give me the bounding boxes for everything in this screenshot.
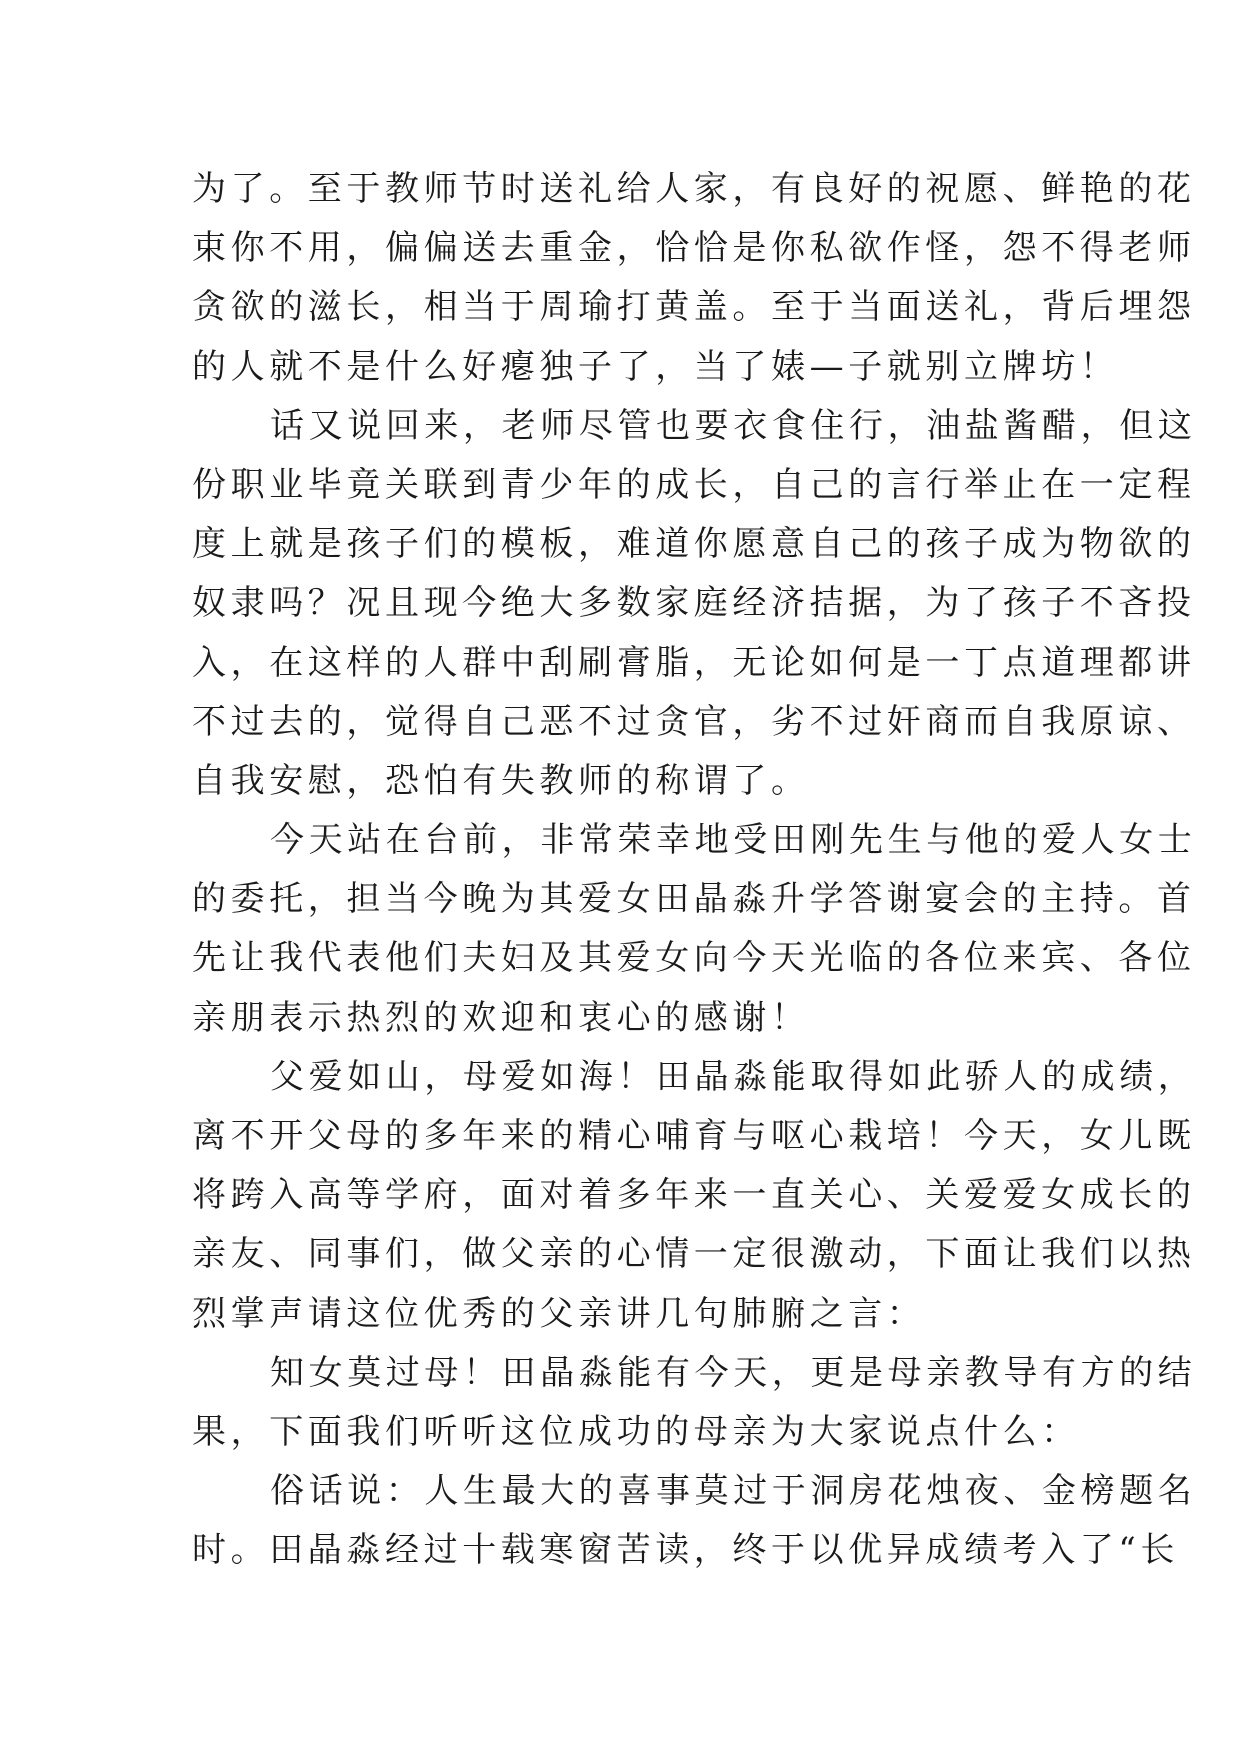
paragraph-first-line: 话又说回来，老师尽管也要衣食住行，油盐酱醋，但这 [270, 405, 1197, 446]
paragraph-first-line: 今天站在台前，非常荣幸地受田刚先生与他的爱人女士 [270, 820, 1197, 861]
text-line: 的人就不是什么好瘪独子了，当了婊—子就别立牌坊！ [192, 346, 1119, 387]
text-line: 亲友、同事们，做父亲的心情一定很激动，下面让我们以热 [192, 1234, 1196, 1275]
text-line: 的委托，担当今晚为其爱女田晶淼升学答谢宴会的主持。首 [192, 879, 1196, 920]
text-line: 将跨入高等学府，面对着多年来一直关心、关爱爱女成长的 [192, 1175, 1196, 1216]
text-line: 份职业毕竟关联到青少年的成长，自己的言行举止在一定程 [192, 464, 1196, 505]
text-line: 不过去的，觉得自己恶不过贪官，劣不过奸商而自我原谅、 [192, 701, 1196, 742]
text-line: 烈掌声请这位优秀的父亲讲几句肺腑之言： [192, 1293, 926, 1334]
text-line: 为了。至于教师节时送礼给人家，有良好的祝愿、鲜艳的花 [192, 169, 1196, 209]
text-line: 贪欲的滋长，相当于周瑜打黄盖。至于当面送礼，背后埋怨 [192, 287, 1196, 328]
text-line: 入，在这样的人群中刮刷膏脂，无论如何是一丁点道理都讲 [192, 642, 1196, 683]
text-line: 果，下面我们听听这位成功的母亲为大家说点什么： [192, 1411, 1080, 1452]
text-line: 度上就是孩子们的模板，难道你愿意自己的孩子成为物欲的 [192, 524, 1196, 565]
document-body [192, 160, 1197, 1581]
paragraph-first-line: 知女莫过母！田晶淼能有今天，更是母亲教导有方的结 [270, 1352, 1197, 1393]
text-line: 离不开父母的多年来的精心哺育与呕心栽培！今天，女儿既 [192, 1116, 1196, 1156]
text-line: 束你不用，偏偏送去重金，恰恰是你私欲作怪，怨不得老师 [192, 228, 1196, 269]
text-line: 时。田晶淼经过十载寒窗苦读，终于以优异成绩考入了“长 [192, 1530, 1179, 1571]
text-line: 自我安慰，恐怕有失教师的称谓了。 [192, 760, 810, 801]
text-line: 亲朋表示热烈的欢迎和衷心的感谢！ [192, 997, 810, 1038]
paragraph-first-line: 俗话说：人生最大的喜事莫过于洞房花烛夜、金榜题名 [270, 1471, 1197, 1512]
text-line: 奴隶吗？况且现今绝大多数家庭经济拮据，为了孩子不吝投 [192, 583, 1196, 624]
paragraph-first-line: 父爱如山，母爱如海！田晶淼能取得如此骄人的成绩， [270, 1056, 1197, 1097]
text-line: 先让我代表他们夫妇及其爱女向今天光临的各位来宾、各位 [192, 938, 1196, 979]
